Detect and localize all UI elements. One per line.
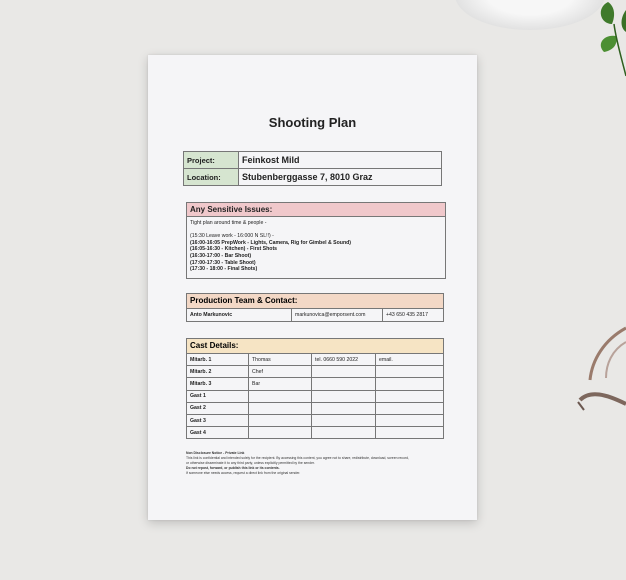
team-name: Anto Markunovic <box>187 309 292 322</box>
cast-phone <box>312 402 376 414</box>
sensitive-issues-box <box>186 202 446 279</box>
cast-name <box>249 427 312 439</box>
cast-email <box>376 427 444 439</box>
production-team-table <box>186 308 444 322</box>
project-value: Feinkost Mild <box>239 152 442 169</box>
cast-role: Gast 1 <box>187 390 249 402</box>
table-row <box>187 390 444 402</box>
nda-footer <box>186 451 446 476</box>
sensitive-issues-body <box>187 217 445 273</box>
cast-name <box>249 414 312 426</box>
table-row <box>187 378 444 390</box>
project-table <box>183 151 442 186</box>
project-label: Project: <box>184 152 239 169</box>
team-phone: +43 650 435 2817 <box>383 309 444 322</box>
sensitive-line: (16:05-16:30 - Kitchen) - First Shots <box>190 246 278 253</box>
table-row <box>187 366 444 378</box>
location-row <box>184 169 442 186</box>
cast-email: email. <box>376 354 444 366</box>
cast-phone <box>312 390 376 402</box>
cast-email <box>376 402 444 414</box>
cast-role: Gast 4 <box>187 427 249 439</box>
sensitive-line: (17:30 - 18:00 - Final Shots) <box>190 266 258 273</box>
sensitive-line <box>190 227 442 234</box>
cast-details-heading: Cast Details: <box>186 338 444 353</box>
table-row <box>187 414 444 426</box>
table-row <box>187 354 444 366</box>
cast-email <box>376 414 444 426</box>
nda-note: If someone else needs access, request a direct link from the original sender. <box>186 471 301 476</box>
cast-email <box>376 390 444 402</box>
sensitive-line: Tight plan around time & people - <box>190 220 267 226</box>
cast-phone <box>312 427 376 439</box>
cast-name: Chef <box>249 366 312 378</box>
nda-note-title: Do not repost, forward, or publish this link or its contents. <box>186 466 280 471</box>
table-row <box>187 427 444 439</box>
cast-email <box>376 378 444 390</box>
production-team-heading: Production Team & Contact: <box>186 293 444 308</box>
cast-phone: tel. 0660 590 2022 <box>312 354 376 366</box>
cast-phone <box>312 378 376 390</box>
cast-table <box>186 353 444 439</box>
cast-role: Mitarb. 3 <box>187 378 249 390</box>
cast-name: Bar <box>249 378 312 390</box>
cast-name <box>249 402 312 414</box>
project-row <box>184 152 442 169</box>
nda-line: or otherwise disseminate it to any third party, unless explicitly permitted by the sender. <box>186 460 315 465</box>
page-title: Shooting Plan <box>268 115 357 130</box>
eyeglasses <box>566 320 626 420</box>
table-row <box>187 402 444 414</box>
team-email: markunovica@emporsent.com <box>292 309 383 322</box>
cast-role: Gast 2 <box>187 402 249 414</box>
cast-role: Mitarb. 1 <box>187 354 249 366</box>
location-label: Location: <box>184 169 239 186</box>
sensitive-line: (16:00-16:05 PrepWork - Lights, Camera, Rig for Gimbel & Sound) <box>190 239 352 246</box>
nda-title: Non Disclosure Notice - Private Link <box>186 451 245 455</box>
table-row <box>187 309 444 322</box>
cast-email <box>376 366 444 378</box>
background-glass <box>455 0 605 30</box>
plant-leaves <box>586 0 626 80</box>
sensitive-line: (15:30 Leave work - 16:000 N SL!!) - <box>190 233 274 240</box>
cast-role: Mitarb. 2 <box>187 366 249 378</box>
cast-name: Thomas <box>249 354 312 366</box>
cast-phone <box>312 366 376 378</box>
sensitive-line: (17:00-17:30 - Table Shoot) <box>190 259 256 266</box>
sensitive-line: (16:30-17:00 - Bar Shoot) <box>190 252 252 259</box>
location-value: Stubenberggasse 7, 8010 Graz <box>239 169 442 186</box>
sensitive-issues-heading: Any Sensitive Issues: <box>187 203 445 217</box>
cast-phone <box>312 414 376 426</box>
nda-line: This link is confidential and intended solely for the recipient. By accessing this content, you agree not to share, redistribute, download, screen record, <box>186 455 409 460</box>
cast-name <box>249 390 312 402</box>
document-page <box>148 55 477 520</box>
cast-role: Gast 3 <box>187 414 249 426</box>
